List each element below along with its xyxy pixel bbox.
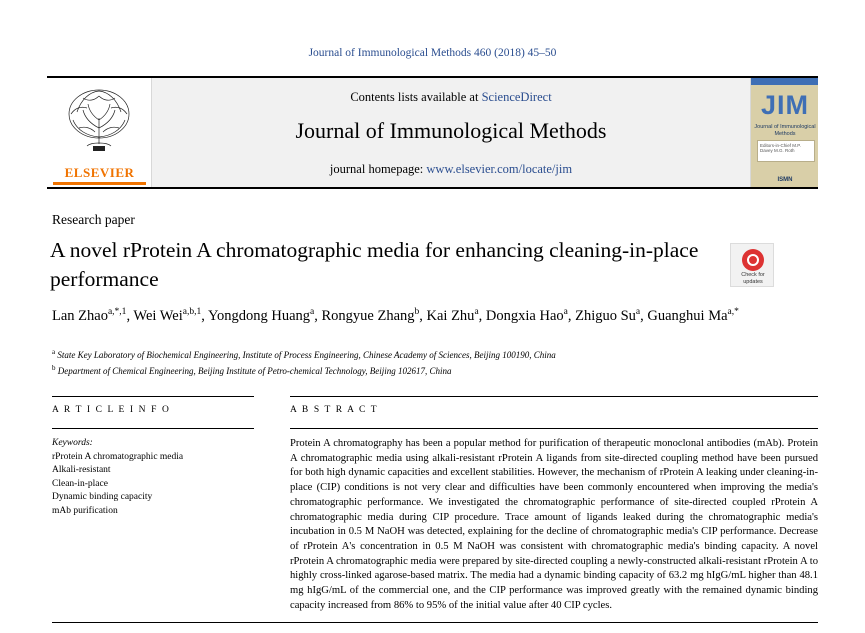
keyword-item: rProtein A chromatographic media [52, 451, 184, 462]
keyword-item: Clean-in-place [52, 478, 108, 489]
footer-rule [52, 622, 818, 623]
masthead-center [152, 78, 750, 187]
journal-homepage-link[interactable]: www.elsevier.com/locate/jim [426, 162, 573, 176]
crossmark-icon [742, 249, 764, 271]
elsevier-tree-icon [57, 84, 142, 156]
elsevier-wordmark: ELSEVIER [64, 165, 135, 180]
abstract-heading: A B S T R A C T [290, 405, 379, 415]
page-title: A novel rProtein A chromatographic media for enhancing cleaning-in-place performance [50, 238, 699, 291]
elsevier-logo [47, 78, 152, 187]
cover-band-text: Editors-in-Chief M.P. Davey M.G. Roth [760, 143, 801, 153]
crossmark-inner-ring [747, 254, 759, 266]
journal-cover-thumbnail [750, 78, 818, 187]
cover-bottom-text: ISMN [777, 177, 793, 183]
info-rule-top [52, 396, 254, 397]
keywords-block [52, 437, 262, 518]
cover-subtitle: Journal of Immunological Methods [754, 124, 816, 137]
crossmark-badge[interactable] [730, 243, 774, 287]
running-head: Journal of Immunological Methods 460 (2018) 45–50 [308, 47, 557, 59]
affiliations: $^a$ State Key Laboratory of Biochemical Engineering, Institute of Process Engineering, Chinese Academy of Sciences, Beijing 100190, China $^b$ Department of Chemical Engineering, Beijing Institute of Petro-chemical Technology, Beijing 102617, China [52, 348, 556, 376]
homepage-line [152, 162, 750, 177]
contents-prefix: Contents lists available at [350, 90, 482, 104]
article-type: Research paper [52, 212, 135, 227]
keyword-item: Alkali-resistant [52, 465, 111, 475]
abstract-rule-bottom [290, 428, 818, 429]
elsevier-underline [53, 182, 146, 185]
author-list: Lan Zhao$^{a,*,1}$, Wei Wei$^{a,b,1}$, Yongdong Huang$^a$, Rongyue Zhang$^b$, Kai Zhu$^a$, Dongxia Hao$^a$, Zhiguo Su$^a$, Guanghui $Ma^{a,*}$ [52, 307, 739, 324]
info-rule-bottom [52, 428, 254, 429]
keyword-item: Dynamic binding capacity [52, 492, 153, 502]
homepage-prefix: journal homepage: [329, 162, 427, 176]
keyword-item: mAb purification [52, 505, 118, 516]
cover-letters: JIM [760, 90, 809, 120]
abstract-text: Protein A chromatography has been a popular method for purification of therapeutic monoclonal antibodies (mAb). Protein A chromatographic media using alkali-resistant rProtein A ligands from site-directed coupling method have been pursued for both high dynamic capacities and excellent stabilities. However, the mechanism of rProtein A leaking under cleaning-in-place (CIP) conditions is not very clear and difficulties have been commonly encountered when improving the media's chromatographic performance. We investigated the chromatographic performance of site-directed coupled rProtein A chromatographic media during CIP procedure. Trace amount of ligands leaked during the chromatographic media's incubation in 0.5 M NaOH was detected, explaining for the decline of chromatographic media's CIP performance. Decrease of rProtein A's concentration in 0.5 M NaOH was consistent with chromatographic media's binding capacity. A novel rProtein A chromatographic media were prepared by site-directed coupling a newly-constructed alkali-resistant rProtein A to highly cross-linked agarose-based matrix. The media had a dynamic binding capacity of 63.2 mg hIgG/mL higher than 48.1 mg hIgG/mL of the commercial one, and the CIP performance was improved greatly with the remained dynamic binding capacity increased from 86% to 95% of the initial value after 40 CIP cycles. [290, 438, 818, 611]
keywords-title: Keywords: [52, 438, 93, 448]
cover-band [757, 140, 815, 162]
article-info-heading: A R T I C L E I N F O [52, 405, 171, 415]
abstract-rule-top [290, 396, 818, 397]
crossmark-label: Check for updates [741, 272, 765, 285]
journal-title: Journal of Immunological Methods [295, 118, 607, 143]
contents-line [152, 90, 750, 105]
sciencedirect-link[interactable]: ScienceDirect [481, 90, 552, 104]
cover-top-bar [751, 78, 818, 85]
journal-masthead [47, 76, 818, 189]
